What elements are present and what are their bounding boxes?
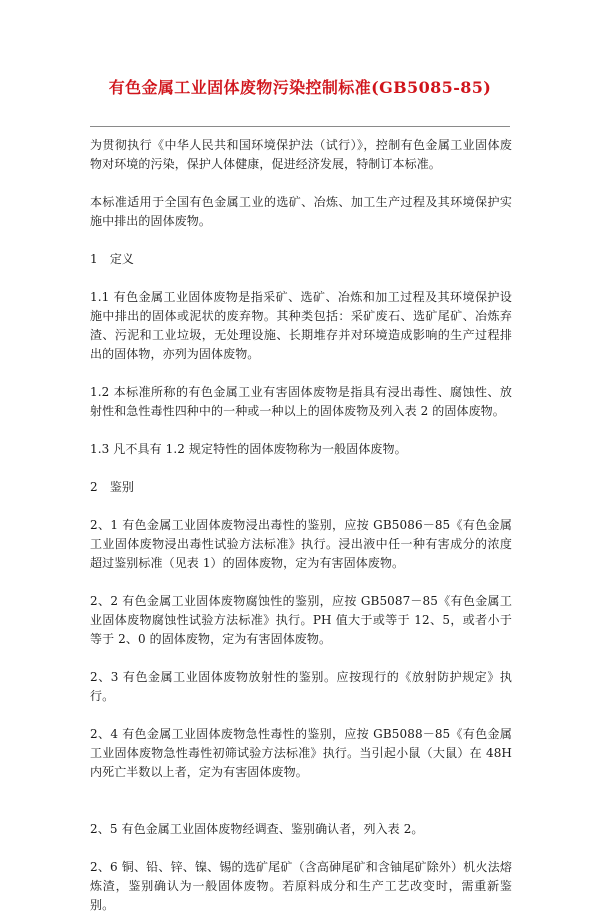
title-divider	[90, 126, 510, 127]
clause-1-3: 1.3 凡不具有 1.2 规定特性的固体废物称为一般固体废物。	[90, 442, 407, 456]
clause-2-4: 2、4 有色金属工业固体废物急性毒性的鉴别，应按 GB5088－85《有色金属工业固体废物急性毒性初筛试验方法标准》执行。当引起小鼠（大鼠）在 48H 内死亡半数以上者，定为有害固体废物。	[90, 727, 512, 779]
clause-2-5: 2、5 有色金属工业固体废物经调查、鉴别确认者，列入表 2。	[90, 822, 424, 836]
section-heading-definitions: 1 定义	[90, 252, 135, 266]
clause-1-2: 1.2 本标准所称的有色金属工业有害固体废物是指具有浸出毒性、腐蚀性、放射性和急性毒性四种中的一种或一种以上的固体废物及列入表 2 的固体废物。	[90, 385, 512, 418]
clause-2-1: 2、1 有色金属工业固体废物浸出毒性的鉴别，应按 GB5086－85《有色金属工业固体废物浸出毒性试验方法标准》执行。浸出液中任一种有害成分的浓度超过鉴别标准（见表 1）的固体废物，定为有害固体废物。	[90, 518, 512, 570]
document-body	[90, 136, 512, 915]
clause-2-2: 2、2 有色金属工业固体废物腐蚀性的鉴别，应按 GB5087－85《有色金属工业固体废物腐蚀性试验方法标准》执行。PH 值大于或等于 12、5，或者小于等于 2、0 的固体废物，定为有害固体废物。	[90, 594, 512, 646]
clause-2-6: 2、6 铜、铅、锌、镍、锡的选矿尾矿（含高砷尾矿和含铀尾矿除外）机火法熔炼渣，鉴别确认为一般固体废物。若原料成分和生产工艺改变时，需重新鉴别。	[90, 860, 512, 912]
intro-paragraph: 为贯彻执行《中华人民共和国环境保护法（试行）》，控制有色金属工业固体废物对环境的污染，保护人体健康，促进经济发展，特制订本标准。	[90, 138, 512, 171]
section-heading-identification: 2 鉴别	[90, 480, 135, 494]
clause-1-1: 1.1 有色金属工业固体废物是指采矿、选矿、冶炼和加工过程及其环境保护设施中排出的固体或泥状的废弃物。其种类包括：采矿废石、选矿尾矿、冶炼弃渣、污泥和工业垃圾，无处理设施、长期堆存并对环境造成影响的生产过程排出的固体物，亦列为固体废物。	[90, 290, 512, 361]
scope-paragraph: 本标准适用于全国有色金属工业的选矿、冶炼、加工生产过程及其环境保护实施中排出的固体废物。	[90, 195, 512, 228]
document-title: 有色金属工业固体废物污染控制标准(GB5085-85)	[108, 78, 492, 97]
clause-2-3: 2、3 有色金属工业固体废物放射性的鉴别。应按现行的《放射防护规定》执行。	[90, 670, 512, 703]
